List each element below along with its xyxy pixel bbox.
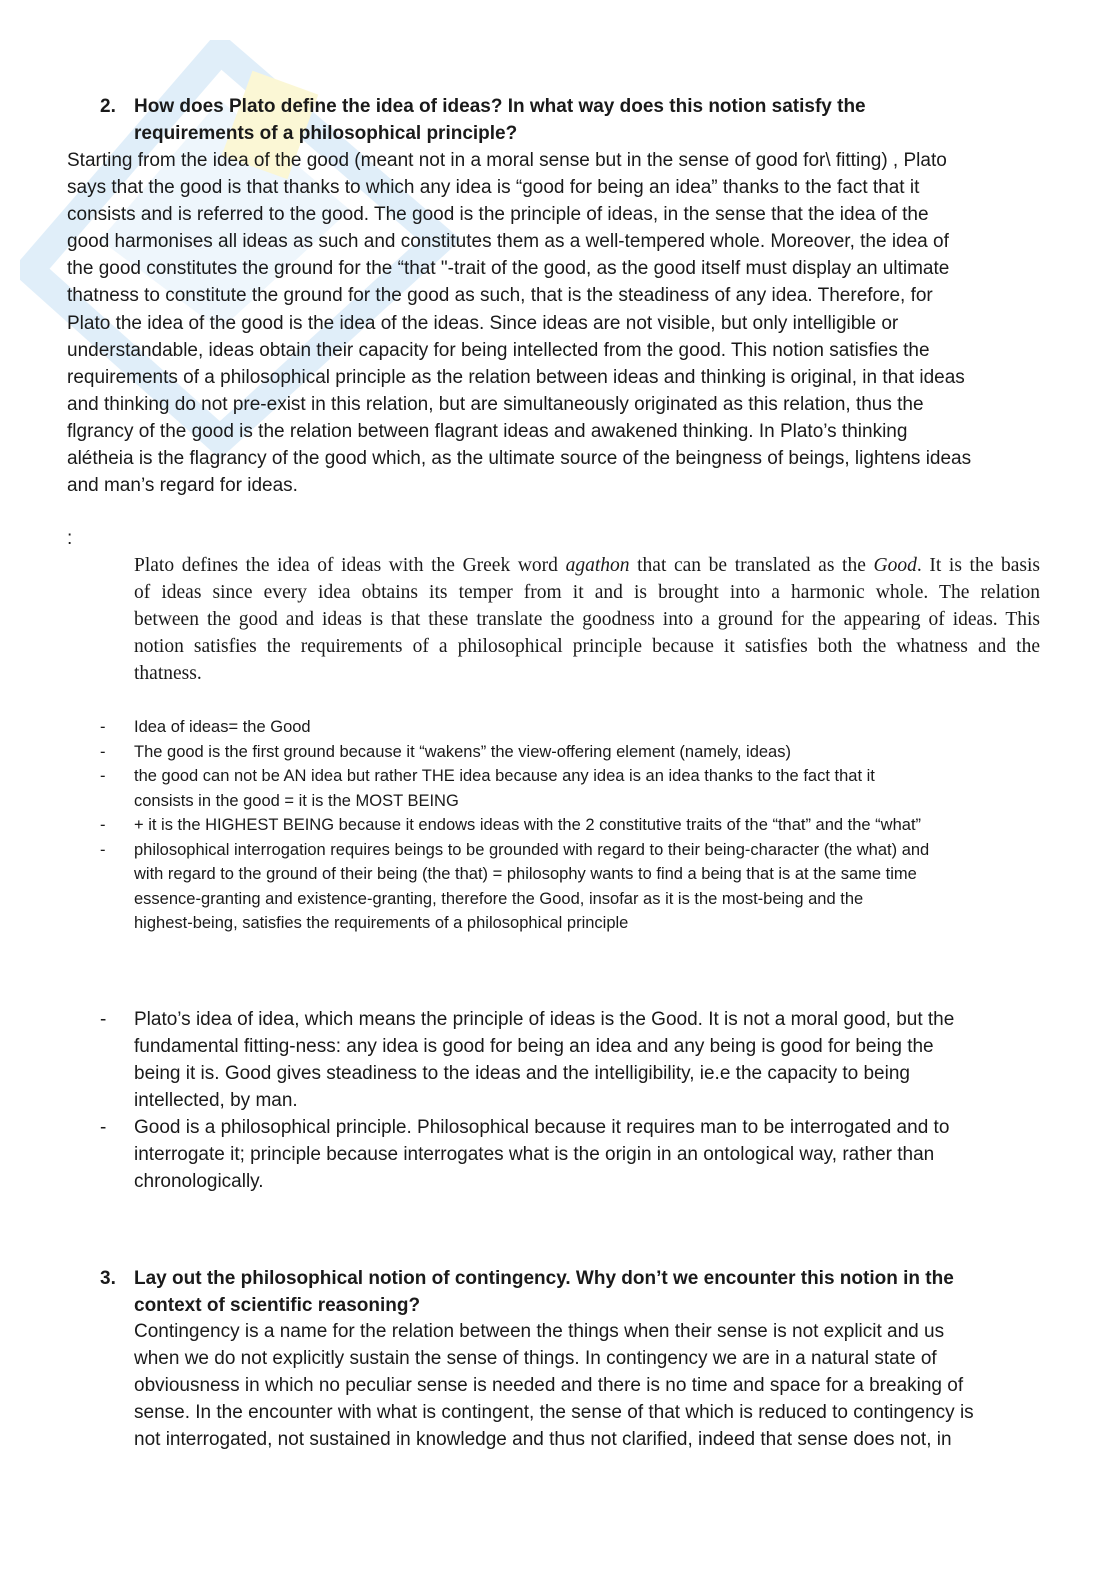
text-line: highest-being, satisfies the requirements of a philosophical principle	[134, 914, 629, 932]
bullet-list-notes	[100, 715, 930, 936]
text-line: Plato defines the idea of ideas with the Greek word agathon that can be translated as the Good. It is the basis	[134, 555, 1040, 576]
text-line: Good is a philosophical principle. Philosophical because it requires man to be interrogated and to	[134, 1117, 950, 1138]
text-line: notion satisfies the requirements of a philosophical principle because it satisfies both the whatness and the	[134, 636, 1040, 657]
list-item	[100, 1114, 954, 1195]
text-line: Plato the idea of the good is the idea of the ideas. Since ideas are not visible, but only intelligible or	[67, 312, 899, 334]
text-line: context of scientific reasoning?	[134, 1295, 421, 1316]
text-line: Lay out the philosophical notion of contingency. Why don’t we encounter this notion in the	[134, 1268, 954, 1289]
text-line: thatness.	[134, 663, 202, 684]
question-3-answer	[134, 1318, 974, 1453]
colon-marker: :	[67, 528, 73, 549]
list-item	[100, 838, 930, 936]
dash-bullet-icon: -	[100, 1009, 107, 1030]
text-line: when we do not explicitly sustain the sense of things. In contingency we are in a natural state of	[134, 1348, 937, 1369]
text-line: requirements of a philosophical principle as the relation between ideas and thinking is original, in that ideas	[67, 366, 965, 388]
text-line: consists in the good = it is the MOST BEING	[134, 791, 459, 810]
text-line: The good is the first ground because it “wakens” the view-offering element (namely, ideas)	[134, 742, 791, 761]
text-line: Plato’s idea of idea, which means the principle of ideas is the Good. It is not a moral good, but the	[134, 1009, 955, 1030]
list-item	[100, 1006, 955, 1114]
text-line: thatness to constitute the ground for the good as such, that is the steadiness of any idea. Therefore, for	[67, 285, 933, 307]
text-line: with regard to the ground of their being (the that) = philosophy wants to find a being that is at the same time	[134, 865, 917, 883]
text-line: the good can not be AN idea but rather THE idea because any idea is an idea thanks to the fact that it	[134, 767, 875, 785]
text-line: Starting from the idea of the good (meant not in a moral sense but in the sense of good for\ fitting) , Plato	[67, 150, 947, 171]
text-line: sense. In the encounter with what is contingent, the sense of that which is reduced to contingency is	[134, 1402, 974, 1423]
text-line: the good constitutes the ground for the “that "-trait of the good, as the good itself must display an ultimate	[67, 258, 950, 280]
dash-bullet-icon: -	[100, 742, 106, 761]
text-line: consists and is referred to the good. The good is the principle of ideas, in the sense that the idea of the	[67, 204, 929, 226]
dash-bullet-icon: -	[100, 840, 106, 859]
dash-bullet-icon: -	[100, 718, 106, 736]
question-2-answer	[67, 147, 971, 499]
text-line: of ideas since every idea obtains its temper from it and is brought into a harmonic whole. The relation	[134, 582, 1040, 603]
bullet-list-summary	[100, 1006, 955, 1195]
dash-bullet-icon: -	[100, 1117, 107, 1138]
text-line: philosophical interrogation requires beings to be grounded with regard to their being-character (the what) and	[134, 840, 930, 859]
text-line: being it is. Good gives steadiness to the ideas and the intelligibility, ie.e the capacity to being	[134, 1063, 910, 1084]
text-line: + it is the HIGHEST BEING because it endows ideas with the 2 constitutive traits of the “that” and the “what”	[134, 816, 922, 834]
text-line: and thinking do not pre-exist in this relation, but are simultaneously originated as this relation, thus the	[67, 393, 924, 415]
text-line: Idea of ideas= the Good	[134, 718, 311, 736]
question-number: 3.	[100, 1268, 116, 1289]
text-line: says that the good is that thanks to which any idea is “good for being an idea” thanks to the fact that it	[67, 177, 920, 199]
text-line: between the good and ideas is that these translate the goodness into a ground for the appearing of ideas. This	[134, 609, 1040, 630]
text-line: alétheia is the flagrancy of the good which, as the ultimate source of the beingness of beings, lightens ideas	[67, 448, 972, 470]
text-line: requirements of a philosophical principle?	[134, 123, 518, 144]
text-line: good harmonises all ideas as such and constitutes them as a well-tempered whole. Moreover, the idea of	[67, 231, 949, 253]
text-line: not interrogated, not sustained in knowledge and thus not clarified, indeed that sense does not, in	[134, 1429, 952, 1450]
question-number: 2.	[100, 96, 116, 117]
text-line: flgrancy of the good is the relation between flagrant ideas and awakened thinking. In Plato’s thinking	[67, 420, 908, 442]
text-line: and man’s regard for ideas.	[67, 475, 298, 497]
text-line: chronologically.	[134, 1171, 264, 1192]
dash-bullet-icon: -	[100, 767, 106, 785]
question-2-heading	[100, 93, 866, 147]
text-line: understandable, ideas obtain their capacity for being intellected from the good. This notion satisfies the	[67, 339, 930, 361]
text-line: intellected, by man.	[134, 1090, 298, 1111]
text-line: interrogate it; principle because interrogates what is the origin in an ontological way, rather than	[134, 1144, 935, 1165]
text-line: fundamental fitting-ness: any idea is good for being an idea and any being is good for being the	[134, 1036, 934, 1057]
list-item	[100, 715, 929, 740]
text-line: obviousness in which no peculiar sense is needed and there is no time and space for a breaking of	[134, 1375, 964, 1396]
list-item	[100, 764, 929, 813]
question-3-heading	[100, 1265, 954, 1319]
text-line: Contingency is a name for the relation between the things when their sense is not explicit and us	[134, 1321, 945, 1342]
list-item	[100, 740, 929, 765]
text-line: essence-granting and existence-granting, therefore the Good, insofar as it is the most-being and the	[134, 889, 864, 908]
dash-bullet-icon: -	[100, 816, 106, 834]
list-item	[100, 813, 929, 838]
serif-answer-paragraph	[134, 552, 1040, 687]
text-line: How does Plato define the idea of ideas? In what way does this notion satisfy the	[134, 96, 866, 117]
